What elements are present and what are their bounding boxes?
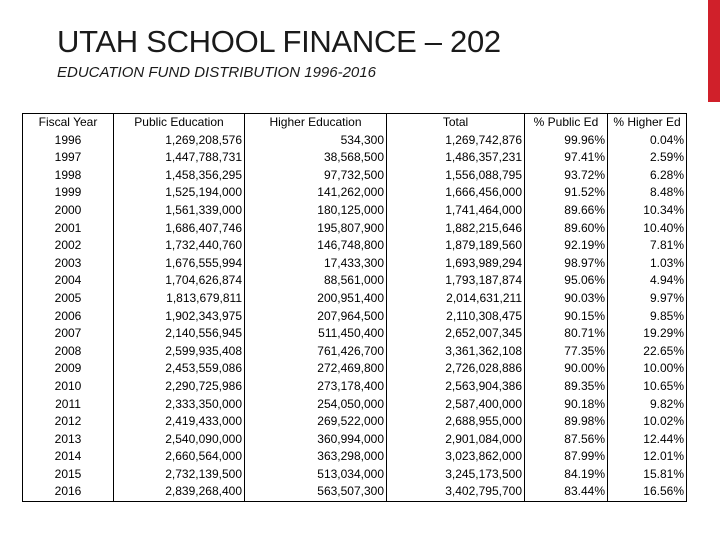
table-row (23, 132, 687, 150)
higher-education-cell: 141,262,000 (245, 184, 387, 202)
pct-public-ed-cell: 77.35% (525, 343, 608, 361)
fiscal-year-cell: 2008 (23, 343, 114, 361)
pct-higher-ed-cell: 12.01% (608, 448, 687, 466)
table-row (23, 431, 687, 449)
fiscal-year-cell: 2005 (23, 290, 114, 308)
table-header-row (23, 114, 687, 132)
pct-public-ed-cell: 83.44% (525, 483, 608, 501)
higher-education-cell: 88,561,000 (245, 272, 387, 290)
pct-higher-ed-cell: 10.00% (608, 360, 687, 378)
table-row (23, 308, 687, 326)
pct-higher-ed-cell: 12.44% (608, 431, 687, 449)
table-row (23, 360, 687, 378)
higher-education-cell: 513,034,000 (245, 466, 387, 484)
total-cell: 1,693,989,294 (387, 255, 525, 273)
fiscal-year-cell: 2000 (23, 202, 114, 220)
total-cell: 1,556,088,795 (387, 167, 525, 185)
header-pct-public-ed: % Public Ed (525, 114, 608, 132)
total-cell: 2,110,308,475 (387, 308, 525, 326)
higher-education-cell: 254,050,000 (245, 396, 387, 414)
table-row (23, 220, 687, 238)
pct-higher-ed-cell: 7.81% (608, 237, 687, 255)
pct-public-ed-cell: 90.15% (525, 308, 608, 326)
total-cell: 3,402,795,700 (387, 483, 525, 501)
higher-education-cell: 273,178,400 (245, 378, 387, 396)
public-education-cell: 2,140,556,945 (114, 325, 245, 343)
accent-bar (708, 0, 720, 102)
fiscal-year-cell: 2002 (23, 237, 114, 255)
pct-public-ed-cell: 90.00% (525, 360, 608, 378)
table-row (23, 466, 687, 484)
pct-public-ed-cell: 89.66% (525, 202, 608, 220)
total-cell: 2,587,400,000 (387, 396, 525, 414)
pct-public-ed-cell: 89.98% (525, 413, 608, 431)
pct-public-ed-cell: 95.06% (525, 272, 608, 290)
total-cell: 2,901,084,000 (387, 431, 525, 449)
fiscal-year-cell: 2015 (23, 466, 114, 484)
total-cell: 1,793,187,874 (387, 272, 525, 290)
fiscal-year-cell: 2004 (23, 272, 114, 290)
public-education-cell: 2,660,564,000 (114, 448, 245, 466)
pct-higher-ed-cell: 10.34% (608, 202, 687, 220)
fiscal-year-cell: 2016 (23, 483, 114, 501)
pct-higher-ed-cell: 10.40% (608, 220, 687, 238)
education-fund-table (22, 113, 687, 502)
pct-higher-ed-cell: 0.04% (608, 132, 687, 150)
higher-education-cell: 511,450,400 (245, 325, 387, 343)
total-cell: 1,666,456,000 (387, 184, 525, 202)
pct-public-ed-cell: 93.72% (525, 167, 608, 185)
pct-higher-ed-cell: 16.56% (608, 483, 687, 501)
public-education-cell: 2,599,935,408 (114, 343, 245, 361)
total-cell: 1,486,357,231 (387, 149, 525, 167)
header-public-education: Public Education (114, 114, 245, 132)
total-cell: 1,882,215,646 (387, 220, 525, 238)
higher-education-cell: 360,994,000 (245, 431, 387, 449)
fiscal-year-cell: 2011 (23, 396, 114, 414)
table-row (23, 255, 687, 273)
public-education-cell: 1,732,440,760 (114, 237, 245, 255)
pct-public-ed-cell: 84.19% (525, 466, 608, 484)
higher-education-cell: 269,522,000 (245, 413, 387, 431)
pct-higher-ed-cell: 9.82% (608, 396, 687, 414)
header-total: Total (387, 114, 525, 132)
public-education-cell: 1,813,679,811 (114, 290, 245, 308)
pct-public-ed-cell: 90.18% (525, 396, 608, 414)
fiscal-year-cell: 2003 (23, 255, 114, 273)
pct-public-ed-cell: 90.03% (525, 290, 608, 308)
fiscal-year-cell: 1998 (23, 167, 114, 185)
header-fiscal-year: Fiscal Year (23, 114, 114, 132)
pct-public-ed-cell: 89.60% (525, 220, 608, 238)
total-cell: 2,688,955,000 (387, 413, 525, 431)
higher-education-cell: 761,426,700 (245, 343, 387, 361)
table-row (23, 325, 687, 343)
slide-title: UTAH SCHOOL FINANCE – 202 (57, 24, 501, 59)
fiscal-year-cell: 1999 (23, 184, 114, 202)
pct-public-ed-cell: 87.99% (525, 448, 608, 466)
total-cell: 3,361,362,108 (387, 343, 525, 361)
higher-education-cell: 534,300 (245, 132, 387, 150)
table-row (23, 378, 687, 396)
higher-education-cell: 207,964,500 (245, 308, 387, 326)
pct-higher-ed-cell: 8.48% (608, 184, 687, 202)
fiscal-year-cell: 2013 (23, 431, 114, 449)
public-education-cell: 2,453,559,086 (114, 360, 245, 378)
total-cell: 2,726,028,886 (387, 360, 525, 378)
public-education-cell: 1,686,407,746 (114, 220, 245, 238)
public-education-cell: 2,540,090,000 (114, 431, 245, 449)
fiscal-year-cell: 2014 (23, 448, 114, 466)
table-body (23, 132, 687, 502)
total-cell: 2,652,007,345 (387, 325, 525, 343)
pct-public-ed-cell: 99.96% (525, 132, 608, 150)
fiscal-year-cell: 2012 (23, 413, 114, 431)
public-education-cell: 1,269,208,576 (114, 132, 245, 150)
table-row (23, 483, 687, 501)
table-row (23, 184, 687, 202)
public-education-cell: 1,458,356,295 (114, 167, 245, 185)
pct-public-ed-cell: 98.97% (525, 255, 608, 273)
fiscal-year-cell: 2009 (23, 360, 114, 378)
total-cell: 1,269,742,876 (387, 132, 525, 150)
pct-higher-ed-cell: 6.28% (608, 167, 687, 185)
higher-education-cell: 180,125,000 (245, 202, 387, 220)
public-education-cell: 1,704,626,874 (114, 272, 245, 290)
higher-education-cell: 200,951,400 (245, 290, 387, 308)
higher-education-cell: 38,568,500 (245, 149, 387, 167)
public-education-cell: 1,525,194,000 (114, 184, 245, 202)
pct-public-ed-cell: 87.56% (525, 431, 608, 449)
pct-higher-ed-cell: 10.02% (608, 413, 687, 431)
public-education-cell: 2,839,268,400 (114, 483, 245, 501)
table-row (23, 290, 687, 308)
pct-higher-ed-cell: 10.65% (608, 378, 687, 396)
pct-public-ed-cell: 91.52% (525, 184, 608, 202)
public-education-cell: 1,676,555,994 (114, 255, 245, 273)
total-cell: 3,023,862,000 (387, 448, 525, 466)
public-education-cell: 2,333,350,000 (114, 396, 245, 414)
fiscal-year-cell: 2007 (23, 325, 114, 343)
total-cell: 1,879,189,560 (387, 237, 525, 255)
higher-education-cell: 272,469,800 (245, 360, 387, 378)
pct-public-ed-cell: 97.41% (525, 149, 608, 167)
public-education-cell: 1,902,343,975 (114, 308, 245, 326)
pct-public-ed-cell: 92.19% (525, 237, 608, 255)
fiscal-year-cell: 2001 (23, 220, 114, 238)
pct-higher-ed-cell: 4.94% (608, 272, 687, 290)
header-higher-education: Higher Education (245, 114, 387, 132)
fiscal-year-cell: 1996 (23, 132, 114, 150)
slide-subtitle: EDUCATION FUND DISTRIBUTION 1996-2016 (57, 64, 376, 81)
public-education-cell: 2,732,139,500 (114, 466, 245, 484)
table-row (23, 396, 687, 414)
pct-higher-ed-cell: 15.81% (608, 466, 687, 484)
table-row (23, 448, 687, 466)
pct-higher-ed-cell: 9.85% (608, 308, 687, 326)
total-cell: 1,741,464,000 (387, 202, 525, 220)
pct-higher-ed-cell: 1.03% (608, 255, 687, 273)
header-pct-higher-ed: % Higher Ed (608, 114, 687, 132)
higher-education-cell: 97,732,500 (245, 167, 387, 185)
public-education-cell: 1,561,339,000 (114, 202, 245, 220)
fiscal-year-cell: 2010 (23, 378, 114, 396)
higher-education-cell: 195,807,900 (245, 220, 387, 238)
total-cell: 3,245,173,500 (387, 466, 525, 484)
table-row (23, 167, 687, 185)
pct-higher-ed-cell: 9.97% (608, 290, 687, 308)
table-row (23, 272, 687, 290)
higher-education-cell: 146,748,800 (245, 237, 387, 255)
total-cell: 2,563,904,386 (387, 378, 525, 396)
pct-higher-ed-cell: 2.59% (608, 149, 687, 167)
total-cell: 2,014,631,211 (387, 290, 525, 308)
fiscal-year-cell: 2006 (23, 308, 114, 326)
pct-public-ed-cell: 80.71% (525, 325, 608, 343)
pct-public-ed-cell: 89.35% (525, 378, 608, 396)
higher-education-cell: 363,298,000 (245, 448, 387, 466)
higher-education-cell: 17,433,300 (245, 255, 387, 273)
pct-higher-ed-cell: 19.29% (608, 325, 687, 343)
pct-higher-ed-cell: 22.65% (608, 343, 687, 361)
table-row (23, 202, 687, 220)
public-education-cell: 1,447,788,731 (114, 149, 245, 167)
fiscal-year-cell: 1997 (23, 149, 114, 167)
table-row (23, 149, 687, 167)
higher-education-cell: 563,507,300 (245, 483, 387, 501)
public-education-cell: 2,290,725,986 (114, 378, 245, 396)
table-row (23, 343, 687, 361)
public-education-cell: 2,419,433,000 (114, 413, 245, 431)
table-row (23, 237, 687, 255)
table-row (23, 413, 687, 431)
